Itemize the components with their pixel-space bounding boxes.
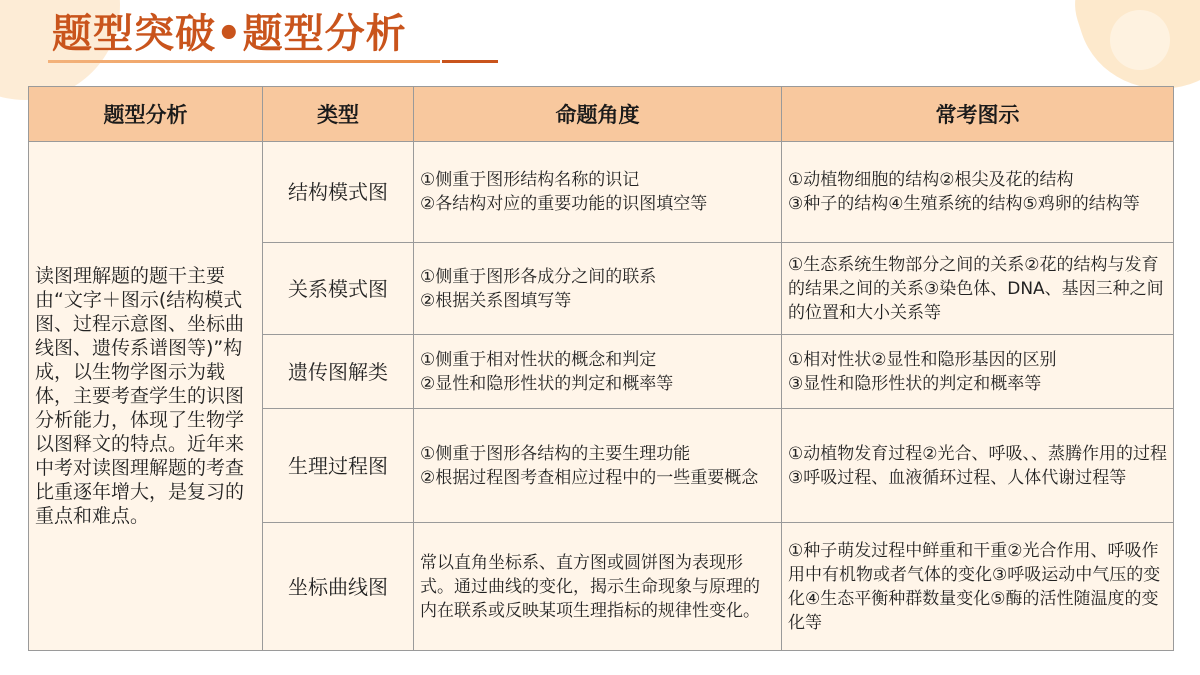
angle-line: ①侧重于图形结构名称的识记 [420,170,640,190]
header-angle: 命题角度 [414,87,782,142]
figures-line: ③显性和隐形性状的判定和概率等 [788,373,1042,394]
angle-line: ②根据过程图考查相应过程中的一些重要概念 [420,467,759,488]
page-title: 题型突破•题型分析 [52,11,407,57]
angle-cell [414,335,782,409]
header-figures: 常考图示 [782,87,1174,142]
figures-cell [782,335,1174,409]
figures-line: ③种子的结构④生殖系统的结构⑤鸡卵的结构等 [788,194,1140,214]
angle-line: ①侧重于图形各成分之间的联系 [420,266,657,287]
figures-line: ①种子萌发过程中鲜重和干重②光合作用、呼吸作用中有机物或者气体的变化③呼吸运动中气压的变化④生态平衡种群数量变化⑤酶的活性随温度的变化等 [788,540,1161,633]
angle-line: 常以直角坐标系、直方图或圆饼图为表现形式。通过曲线的变化，揭示生命现象与原理的内在联系或反映某项生理指标的规律性变化。 [420,552,760,621]
header-analysis: 题型分析 [29,87,263,142]
corner-decoration-circle [1110,10,1170,70]
type-cell: 坐标曲线图 [263,523,414,651]
figures-cell [782,142,1174,243]
angle-line: ①侧重于相对性状的概念和判定 [420,349,657,370]
angle-line: ②各结构对应的重要功能的识图填空等 [420,194,708,214]
angle-cell [414,523,782,651]
header-type: 类型 [263,87,414,142]
analysis-table [28,86,1174,651]
figures-cell [782,243,1174,335]
type-cell: 关系模式图 [263,243,414,335]
analysis-text: 读图理解题的题干主要由“文字＋图示(结构模式图、过程示意图、坐标曲线图、遗传系谱图等)”构成，以生物学图示为载体，主要考查学生的识图分析能力，体现了生物学以图释文的特点。近年来中考对读图理解题的考查比重逐年增大，是复习的重点和难点。 [29,142,263,651]
title-underline-accent [442,60,498,63]
angle-line: ②显性和隐形性状的判定和概率等 [420,373,674,394]
angle-line: ②根据关系图填写等 [420,290,572,311]
angle-cell [414,409,782,523]
table-row [29,142,1174,243]
figures-line: ①相对性状②显性和隐形基因的区别 [788,349,1057,370]
figures-line: ①动植物细胞的结构②根尖及花的结构 [788,170,1074,190]
angle-cell [414,243,782,335]
figures-line: ①动植物发育过程②光合、呼吸、、蒸腾作用的过程③呼吸过程、血液循环过程、人体代谢过程等 [788,443,1167,488]
figures-line: ①生态系统生物部分之间的关系②花的结构与发育的结果之间的关系③染色体、DNA、基因三种之间的位置和大小关系等 [788,254,1164,323]
angle-cell [414,142,782,243]
type-cell: 遗传图解类 [263,335,414,409]
table-header-row [29,87,1174,142]
type-cell: 生理过程图 [263,409,414,523]
figures-cell [782,523,1174,651]
angle-line: ①侧重于图形各结构的主要生理功能 [420,443,691,464]
type-cell: 结构模式图 [263,142,414,243]
figures-cell [782,409,1174,523]
title-underline [48,60,440,63]
